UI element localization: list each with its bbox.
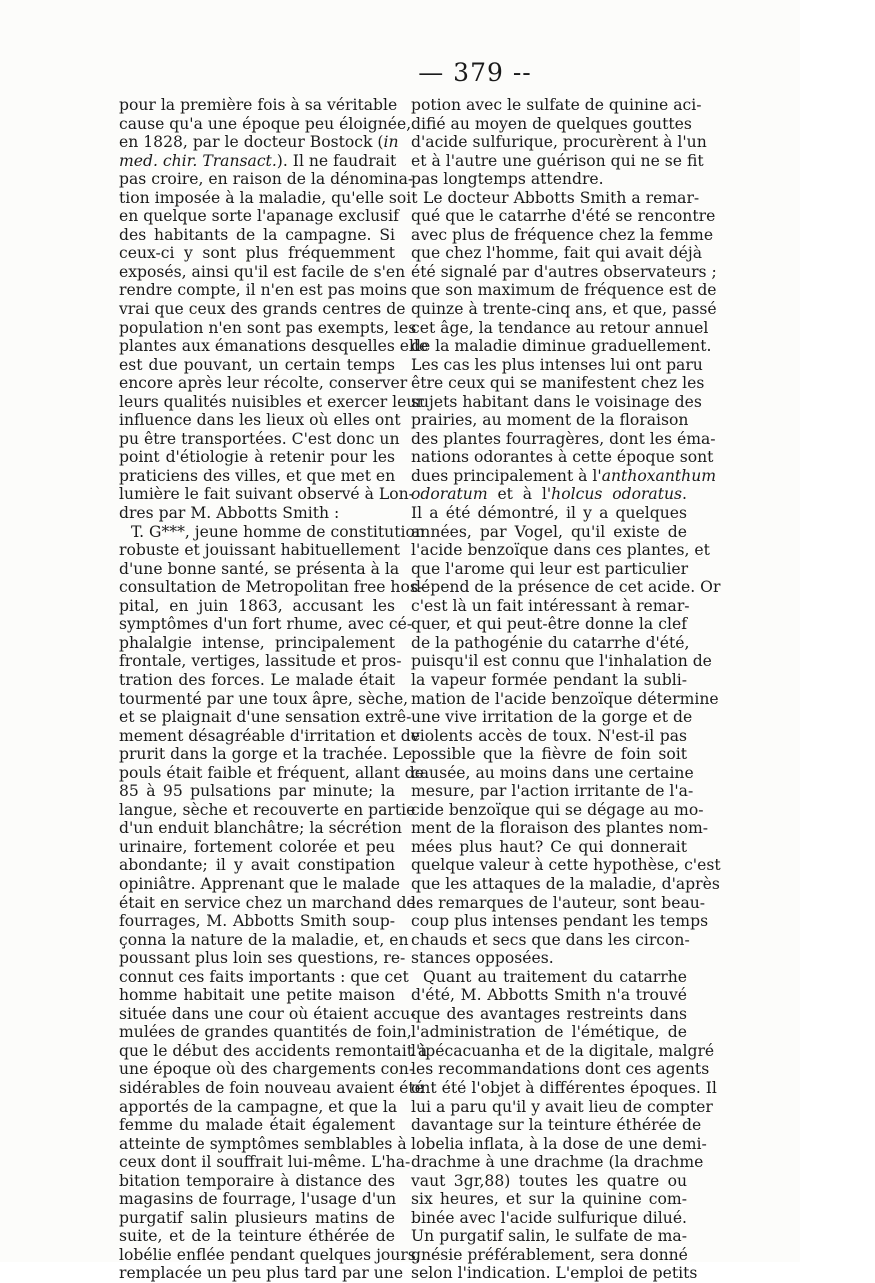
text-line — [119, 1172, 395, 1191]
text-line — [119, 986, 395, 1005]
text-line — [411, 411, 687, 430]
text-run: difié au moyen de quelques gouttes — [411, 114, 692, 133]
text-line — [119, 485, 414, 504]
text-line — [411, 485, 687, 504]
text-run: magasins de fourrage, l'usage d'un — [119, 1190, 397, 1209]
text-line — [411, 671, 687, 690]
italic-text: holcus odoratus — [551, 485, 683, 504]
text-line — [119, 578, 424, 597]
text-run: selon l'indication. L'emploi de petits — [411, 1264, 698, 1283]
text-run: suite, et de la teinture éthérée de — [119, 1227, 395, 1246]
text-run: cet âge, la tendance au retour annuel — [411, 318, 709, 337]
text-run: purgatif salin plusieurs matins de — [119, 1208, 395, 1227]
text-line — [119, 1245, 421, 1265]
text-run: Le docteur Abbotts Smith a remar- — [423, 188, 700, 207]
text-run: sidérables de foin nouveau avaient été — [119, 1078, 424, 1097]
text-run: lobélie enflée pendant quelques jours, — [119, 1245, 421, 1264]
text-line — [411, 188, 700, 208]
text-run: prairies, au moment de la floraison — [411, 411, 689, 430]
text-run: la vapeur formée pendant la subli- — [411, 670, 687, 689]
left-column — [119, 96, 429, 1283]
text-line — [119, 1041, 428, 1061]
text-run: avec plus de fréquence chez la femme — [411, 225, 714, 244]
text-run: les recommandations dont ces agents — [411, 1060, 710, 1079]
text-run: pas longtemps attendre. — [411, 170, 604, 189]
text-run: phalalgie intense, principalement — [119, 633, 395, 652]
text-run: abondante; il y avait constipation — [119, 856, 395, 875]
text-run: vaut 3gr,88) toutes les quatre ou — [411, 1171, 687, 1190]
text-line — [411, 596, 690, 616]
text-line — [411, 1153, 704, 1172]
text-run: ont été l'objet à différentes époques. Il — [411, 1078, 717, 1097]
text-line — [119, 429, 400, 449]
text-line — [119, 819, 402, 838]
text-run: de la maladie diminue graduellement. — [411, 337, 712, 356]
text-run: bitation temporaire à distance des — [119, 1171, 395, 1190]
text-run: en quelque sorte l'apanage exclusif — [119, 207, 399, 226]
text-run: années, par Vogel, qu'il existe de — [411, 522, 687, 541]
text-line — [411, 262, 717, 282]
text-run: cide benzoïque qui se dégage au mo- — [411, 800, 704, 819]
text-line — [411, 652, 712, 671]
text-run: praticiens des villes, et que met en — [119, 466, 396, 485]
text-line — [411, 689, 719, 709]
text-line — [411, 1246, 687, 1265]
text-run: leurs qualités nuisibles et exercer leur — [119, 392, 424, 411]
text-run: stances opposées. — [411, 949, 554, 968]
text-line — [119, 411, 401, 430]
text-line — [119, 930, 409, 950]
text-line — [119, 207, 399, 226]
text-run: pas croire, en raison de la dénomina- — [119, 170, 414, 189]
text-run: atteinte de symptômes semblables à — [119, 1134, 407, 1153]
text-line — [119, 1116, 395, 1135]
text-line — [119, 244, 395, 263]
text-line — [411, 560, 687, 579]
text-run: apportés de la campagne, et que la — [119, 1097, 398, 1116]
text-line — [411, 133, 707, 152]
italic-text: odoratum — [411, 485, 488, 504]
text-run: cause qu'a une époque peu éloignée, — [119, 114, 412, 133]
text-line — [411, 1041, 715, 1061]
text-line — [411, 782, 694, 801]
text-run: drachme à une drachme (la drachme — [411, 1153, 704, 1172]
text-run: plantes aux émanations desquelles elle — [119, 337, 429, 356]
text-run: 85 à 95 pulsations par minute; la — [119, 782, 395, 801]
text-line — [119, 1209, 395, 1228]
text-line — [411, 615, 687, 634]
text-run: encore après leur récolte, conserver — [119, 374, 408, 393]
text-run: été signalé par d'autres observateurs ; — [411, 262, 717, 281]
text-run: pour la première fois à sa véritable — [119, 96, 398, 114]
text-run: potion avec le sulfate de quinine aci- — [411, 96, 702, 114]
text-line — [411, 541, 710, 560]
text-run: Les cas les plus intenses lui ont paru — [411, 355, 703, 374]
text-line — [119, 559, 400, 579]
text-run: rendre compte, il n'en est pas moins — [119, 281, 408, 300]
text-line — [119, 763, 424, 783]
text-line — [411, 392, 702, 412]
text-run: quer, et qui peut-être donne la clef — [411, 615, 687, 634]
text-run: opiniâtre. Apprenant que le malade — [119, 874, 401, 893]
text-line — [119, 726, 420, 746]
text-run: d'un enduit blanchâtre; la sécrétion — [119, 819, 402, 838]
text-line — [411, 1060, 710, 1079]
text-run: était en service chez un marchand de — [119, 893, 416, 912]
text-run: prurit dans la gorge et la trachée. Le — [119, 745, 413, 764]
text-run: et se plaignait d'une sensation extrê- — [119, 708, 412, 727]
text-line — [411, 1097, 713, 1117]
text-run: tourmenté par une toux âpre, sèche, — [119, 689, 409, 708]
text-run: . — [682, 485, 687, 504]
text-line — [119, 522, 425, 542]
text-run: pital, en juin 1863, accusant les — [119, 596, 395, 615]
text-run: violents accès de toux. N'est-il pas — [411, 726, 687, 745]
text-run: poussant plus loin ses questions, re- — [119, 949, 406, 968]
text-line — [411, 763, 694, 783]
text-line — [119, 597, 395, 616]
text-run: Il a été démontré, il y a quelques — [411, 504, 687, 523]
text-line — [411, 448, 714, 467]
text-run: être ceux qui se manifestent chez les — [411, 374, 705, 393]
right-column — [411, 96, 721, 1283]
text-run: quinze à trente-cinq ans, et que, passé — [411, 300, 717, 319]
text-run: d'acide sulfurique, procurèrent à l'un — [411, 133, 707, 152]
text-line — [411, 355, 703, 375]
text-run: est due pouvant, un certain temps — [119, 355, 395, 374]
text-run: que le début des accidents remontait à — [119, 1041, 428, 1060]
text-line — [119, 967, 409, 987]
text-line — [411, 912, 709, 931]
text-line — [119, 874, 401, 894]
page-number: — 379 -- — [418, 58, 532, 87]
text-line — [119, 318, 417, 338]
text-run: pu être transportées. C'est donc un — [119, 429, 400, 448]
text-run: en 1828, par le docteur Bostock ( — [119, 133, 384, 152]
text-line — [119, 281, 408, 300]
text-line — [411, 745, 687, 764]
text-line — [411, 930, 690, 950]
text-run: T. G***, jeune homme de constitution — [131, 522, 425, 541]
text-run: femme du malade était également — [119, 1116, 395, 1135]
text-run: que des avantages restreints dans — [411, 1004, 687, 1023]
text-line — [119, 448, 395, 467]
text-line — [119, 170, 414, 189]
text-line — [119, 838, 395, 857]
text-line — [119, 856, 395, 875]
text-run: frontale, vertiges, lassitude et pros- — [119, 652, 402, 671]
text-run: nations odorantes à cette époque sont — [411, 448, 714, 467]
text-line — [119, 782, 395, 801]
text-run: mulées de grandes quantités de foin, — [119, 1023, 412, 1042]
text-line — [119, 96, 398, 115]
text-run: fourrages, M. Abbotts Smith soup- — [119, 912, 395, 931]
text-line — [411, 374, 705, 393]
text-line — [411, 151, 704, 171]
text-run: située dans une cour où étaient accu- — [119, 1004, 416, 1023]
text-run: lui a paru qu'il y avait lieu de compter — [411, 1097, 713, 1116]
text-run: que chez l'homme, fait qui avait déjà — [411, 244, 703, 263]
text-run: d'été, M. Abbotts Smith n'a trouvé — [411, 986, 687, 1005]
text-run: qué que le catarrhe d'été se rencontre — [411, 207, 716, 226]
text-line — [411, 1005, 687, 1024]
text-run: mation de l'acide benzoïque détermine — [411, 689, 719, 708]
text-line — [119, 1264, 404, 1283]
text-line — [411, 633, 690, 653]
text-line — [119, 152, 395, 171]
text-line — [411, 856, 721, 875]
text-line — [411, 800, 704, 820]
text-run: que l'arome qui leur est particulier — [411, 559, 689, 578]
text-line — [119, 467, 395, 486]
text-run: vrai que ceux des grands centres de — [119, 300, 406, 319]
text-run: langue, sèche et recouverte en partie — [119, 800, 416, 819]
text-run: possible que la fièvre de foin soit — [411, 745, 687, 764]
text-line — [411, 578, 721, 597]
text-run: une époque où des chargements con- — [119, 1060, 415, 1079]
text-line — [411, 337, 712, 356]
text-run: symptômes d'un fort rhume, avec cé- — [119, 615, 413, 634]
text-line — [119, 652, 402, 671]
text-run: remplacée un peu plus tard par une — [119, 1264, 404, 1283]
text-run: sujets habitant dans le voisinage des — [411, 392, 702, 411]
text-line — [411, 504, 687, 523]
italic-text: in — [383, 133, 399, 152]
text-line — [411, 1209, 687, 1228]
text-run: chauds et secs que dans les circon- — [411, 930, 690, 949]
text-line — [119, 374, 408, 393]
text-run: gnésie préférablement, sera donné — [411, 1245, 688, 1264]
text-line — [411, 968, 687, 987]
text-run: des habitants de la campagne. Si — [119, 225, 395, 244]
text-run: urinaire, fortement colorée et peu — [119, 837, 395, 856]
text-run: robuste et jouissant habituellement — [119, 541, 400, 560]
text-run: exposés, ainsi qu'il est facile de s'en — [119, 262, 406, 281]
text-run: mement désagréable d'irritation et de — [119, 726, 420, 745]
text-run: population n'en sont pas exempts, les — [119, 318, 417, 337]
text-line — [119, 1190, 395, 1209]
text-line — [411, 1227, 687, 1246]
text-line — [119, 1097, 398, 1117]
text-line — [119, 912, 395, 931]
text-line — [119, 114, 412, 134]
text-run: dépend de la présence de cet acide. Or — [411, 578, 721, 597]
text-line — [119, 541, 400, 560]
italic-text: med. chir. Transact. — [119, 151, 277, 170]
text-run: causée, au moins dans une certaine — [411, 763, 694, 782]
text-run: tion imposée à la maladie, qu'elle soit — [119, 188, 418, 207]
text-line — [411, 300, 717, 319]
text-line — [119, 188, 418, 208]
text-line — [119, 1134, 407, 1154]
text-line — [119, 392, 424, 412]
text-run: que les attaques de la maladie, d'après — [411, 874, 720, 893]
text-run: coup plus intenses pendant les temps — [411, 912, 709, 931]
text-line — [411, 1078, 717, 1098]
text-line — [411, 1190, 687, 1209]
text-run: les remarques de l'auteur, sont beau- — [411, 893, 706, 912]
text-line — [411, 466, 717, 486]
text-run: tration des forces. Le malade était — [119, 670, 395, 689]
text-run: quelque valeur à cette hypothèse, c'est — [411, 856, 721, 875]
text-line — [119, 949, 406, 968]
text-line — [119, 1023, 412, 1042]
text-line — [119, 893, 416, 913]
text-line — [119, 1004, 416, 1024]
text-line — [119, 300, 406, 319]
text-line — [119, 1060, 415, 1079]
text-run: influence dans les lieux où elles ont — [119, 411, 401, 430]
text-line — [119, 1153, 411, 1172]
text-run: six heures, et sur la quinine com- — [411, 1190, 687, 1209]
text-run: l'administration de l'émétique, de — [411, 1023, 687, 1042]
text-line — [411, 986, 687, 1005]
text-run: de la pathogénie du catarrhe d'été, — [411, 633, 690, 652]
text-run: homme habitait une petite maison — [119, 986, 395, 1005]
text-line — [119, 1078, 424, 1098]
text-run: ). Il ne faudrait — [276, 151, 397, 170]
text-run: pouls était faible et fréquent, allant de — [119, 763, 424, 782]
text-run: dres par M. Abbotts Smith : — [119, 504, 340, 523]
text-line — [119, 1227, 395, 1246]
text-line — [411, 1023, 687, 1042]
text-run: Un purgatif salin, le sulfate de ma- — [411, 1227, 687, 1246]
text-line — [411, 523, 687, 542]
text-run: çonna la nature de la maladie, et, en — [119, 930, 409, 949]
text-line — [411, 1116, 702, 1135]
text-line — [119, 634, 395, 653]
text-line — [119, 615, 413, 634]
text-line — [411, 96, 702, 115]
text-line — [119, 133, 399, 152]
text-run: une vive irritation de la gorge et de — [411, 708, 693, 727]
text-line — [411, 1172, 687, 1191]
text-line — [119, 708, 412, 727]
text-line — [411, 708, 693, 727]
text-run: que son maximum de fréquence est de — [411, 281, 717, 300]
text-line — [119, 745, 413, 764]
text-line — [411, 318, 709, 338]
italic-text: anthoxanthum — [601, 466, 717, 485]
text-line — [411, 1264, 698, 1283]
text-line — [411, 1134, 707, 1154]
text-line — [411, 874, 720, 894]
text-line — [411, 281, 717, 300]
text-run: connut ces faits importants : que cet — [119, 967, 409, 986]
text-run: mesure, par l'action irritante de l'a- — [411, 782, 694, 801]
text-line — [411, 838, 687, 857]
text-run: l'ipécacuanha et de la digitale, malgré — [411, 1041, 715, 1060]
text-run: l'acide benzoïque dans ces plantes, et — [411, 541, 710, 560]
text-line — [119, 226, 395, 245]
text-run: davantage sur la teinture éthérée de — [411, 1116, 702, 1135]
text-run: des plantes fourragères, dont les éma- — [411, 429, 716, 448]
text-run: ment de la floraison des plantes nom- — [411, 819, 709, 838]
text-line — [119, 356, 395, 375]
text-line — [411, 114, 692, 134]
text-line — [411, 244, 703, 263]
text-line — [119, 262, 406, 282]
text-run: d'une bonne santé, se présenta à la — [119, 559, 400, 578]
text-line — [411, 893, 706, 913]
text-run: lumière le fait suivant observé à Lon- — [119, 485, 414, 504]
text-line — [411, 819, 709, 838]
text-line — [411, 429, 716, 449]
text-run: et à l' — [487, 485, 552, 504]
text-line — [119, 671, 395, 690]
text-line — [119, 504, 395, 523]
text-run: puisqu'il est connu que l'inhalation de — [411, 652, 712, 671]
text-line — [411, 949, 687, 968]
text-run: binée avec l'acide sulfurique dilué. — [411, 1208, 687, 1227]
text-run: lobelia inflata, à la dose de une demi- — [411, 1134, 707, 1153]
text-run: ceux dont il souffrait lui-même. L'ha- — [119, 1153, 411, 1172]
text-line — [411, 225, 714, 245]
text-line — [119, 337, 429, 356]
text-run: dues principalement à l' — [411, 466, 602, 485]
text-run: point d'étiologie à retenir pour les — [119, 448, 395, 467]
text-line — [411, 207, 716, 226]
text-line — [411, 727, 687, 746]
text-line — [119, 689, 409, 709]
text-run: mées plus haut? Ce qui donnerait — [411, 837, 687, 856]
text-run: Quant au traitement du catarrhe — [423, 967, 687, 986]
text-line — [119, 800, 416, 820]
text-run: et à l'autre une guérison qui ne se fit — [411, 151, 704, 170]
text-run: c'est là un fait intéressant à remar- — [411, 596, 690, 615]
text-run: consultation de Metropolitan free hos- — [119, 578, 424, 597]
text-run: ceux-ci y sont plus fréquemment — [119, 244, 395, 263]
text-line — [411, 170, 687, 189]
